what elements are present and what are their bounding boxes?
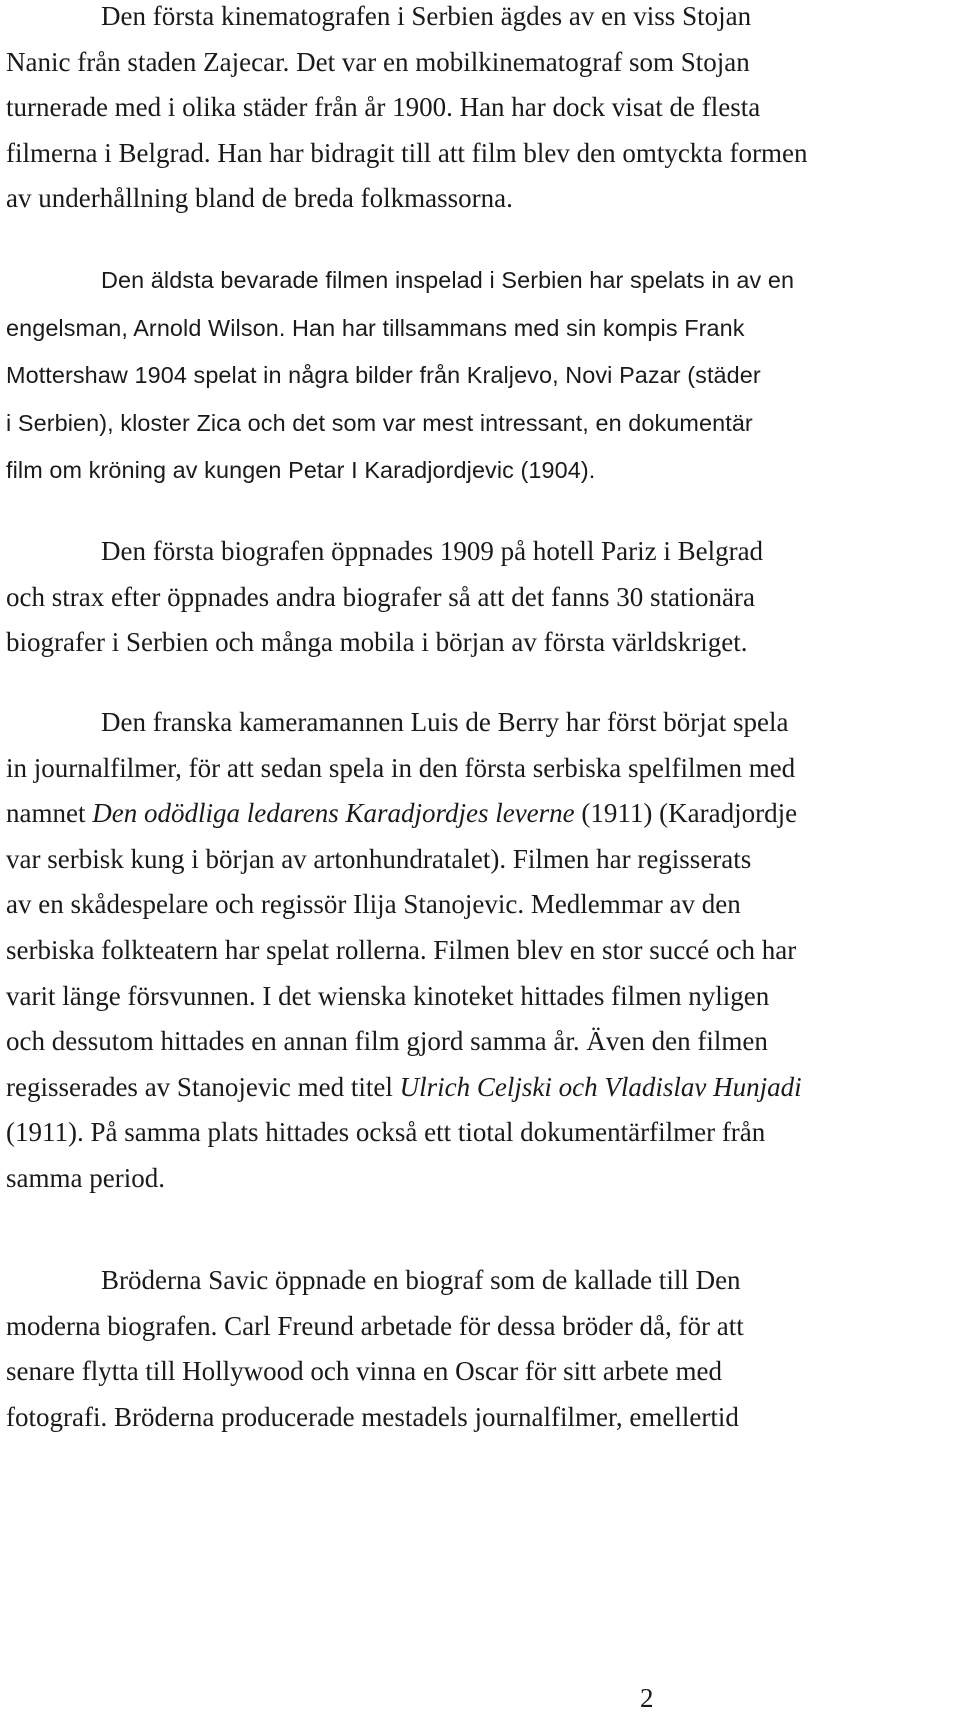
paragraph-oldest-film xyxy=(6,257,954,495)
text-line: samma period. xyxy=(6,1162,165,1193)
text-line: moderna biografen. Carl Freund arbetade för dessa bröder då, för att xyxy=(6,1310,744,1341)
text-line xyxy=(6,1065,954,1111)
text-line: in journalfilmer, för att sedan spela in den första serbiska spelfilmen med xyxy=(6,752,796,783)
page-number: 2 xyxy=(640,1683,654,1713)
film-title-italic: Ulrich Celjski och Vladislav Hunjadi xyxy=(399,1071,802,1102)
text-line: film om kröning av kungen Petar I Karadjordjevic (1904). xyxy=(6,457,596,483)
text-line: av en skådespelare och regissör Ilija Stanojevic. Medlemmar av den xyxy=(6,889,741,920)
text-line: (1911). På samma plats hittades också ett tiotal dokumentärfilmer från xyxy=(6,1117,766,1148)
text-segment: namnet xyxy=(6,798,93,829)
paragraph-french-cameraman xyxy=(6,700,954,1202)
text-line xyxy=(6,791,954,837)
paragraph-first-cinema xyxy=(6,529,954,666)
text-line: senare flytta till Hollywood och vinna en Oscar för sitt arbete med xyxy=(6,1356,723,1387)
text-line: filmerna i Belgrad. Han har bidragit till att film blev den omtyckta formen xyxy=(6,137,808,168)
text-line: Den franska kameramannen Luis de Berry har först börjat spela xyxy=(101,707,789,737)
text-segment: engelsman, Arnold Wilson. xyxy=(6,314,286,341)
text-line: Mottershaw 1904 spelat in några bilder från Kraljevo, Novi Pazar (städer xyxy=(6,362,761,388)
text-line: och dessutom hittades en annan film gjord samma år. Även den filmen xyxy=(6,1026,768,1057)
text-line: Bröderna Savic öppnade en biograf som de kallade till Den xyxy=(101,1265,741,1295)
text-line: och strax efter öppnades andra biografer så att det fanns 30 stationära xyxy=(6,581,755,612)
text-line: serbiska folkteatern har spelat rollerna. Filmen blev en stor succé och har xyxy=(6,934,797,965)
text-segment: Han har tillsammans med sin kompis Frank xyxy=(285,314,745,341)
text-line: Den första biografen öppnades 1909 på hotell Pariz i Belgrad xyxy=(101,536,764,566)
paragraph-savic-brothers xyxy=(6,1258,954,1440)
text-line: biografer i Serbien och många mobila i början av första världskriget. xyxy=(6,627,748,658)
text-segment: (1911) (Karadjordje xyxy=(574,798,798,829)
text-line: turnerade med i olika städer från år 1900. Han har dock visat de flesta xyxy=(6,92,761,123)
text-segment: regisserades av Stanojevic med titel xyxy=(6,1071,400,1102)
text-line: Den äldsta bevarade filmen inspelad i Serbien har spelats in av en xyxy=(101,267,795,293)
text-line: Nanic från staden Zajecar. Det var en mobilkinematograf som Stojan xyxy=(6,46,750,77)
text-line: i Serbien), kloster Zica och det som var mest intressant, en dokumentär xyxy=(6,409,753,436)
paragraph-first-cinematograph xyxy=(6,0,954,222)
text-line xyxy=(6,305,954,353)
text-line: av underhållning bland de breda folkmassorna. xyxy=(6,183,513,214)
text-line: varit länge försvunnen. I det wienska kinoteket hittades filmen nyligen xyxy=(6,980,770,1011)
text-line: var serbisk kung i början av artonhundratalet). Filmen har regisserats xyxy=(6,843,752,874)
text-line: fotografi. Bröderna producerade mestadels journalfilmer, emellertid xyxy=(6,1401,739,1432)
text-line: Den första kinematografen i Serbien ägdes av en viss Stojan xyxy=(101,1,752,31)
film-title-italic: Den odödliga ledarens Karadjordjes leverne xyxy=(92,798,575,829)
